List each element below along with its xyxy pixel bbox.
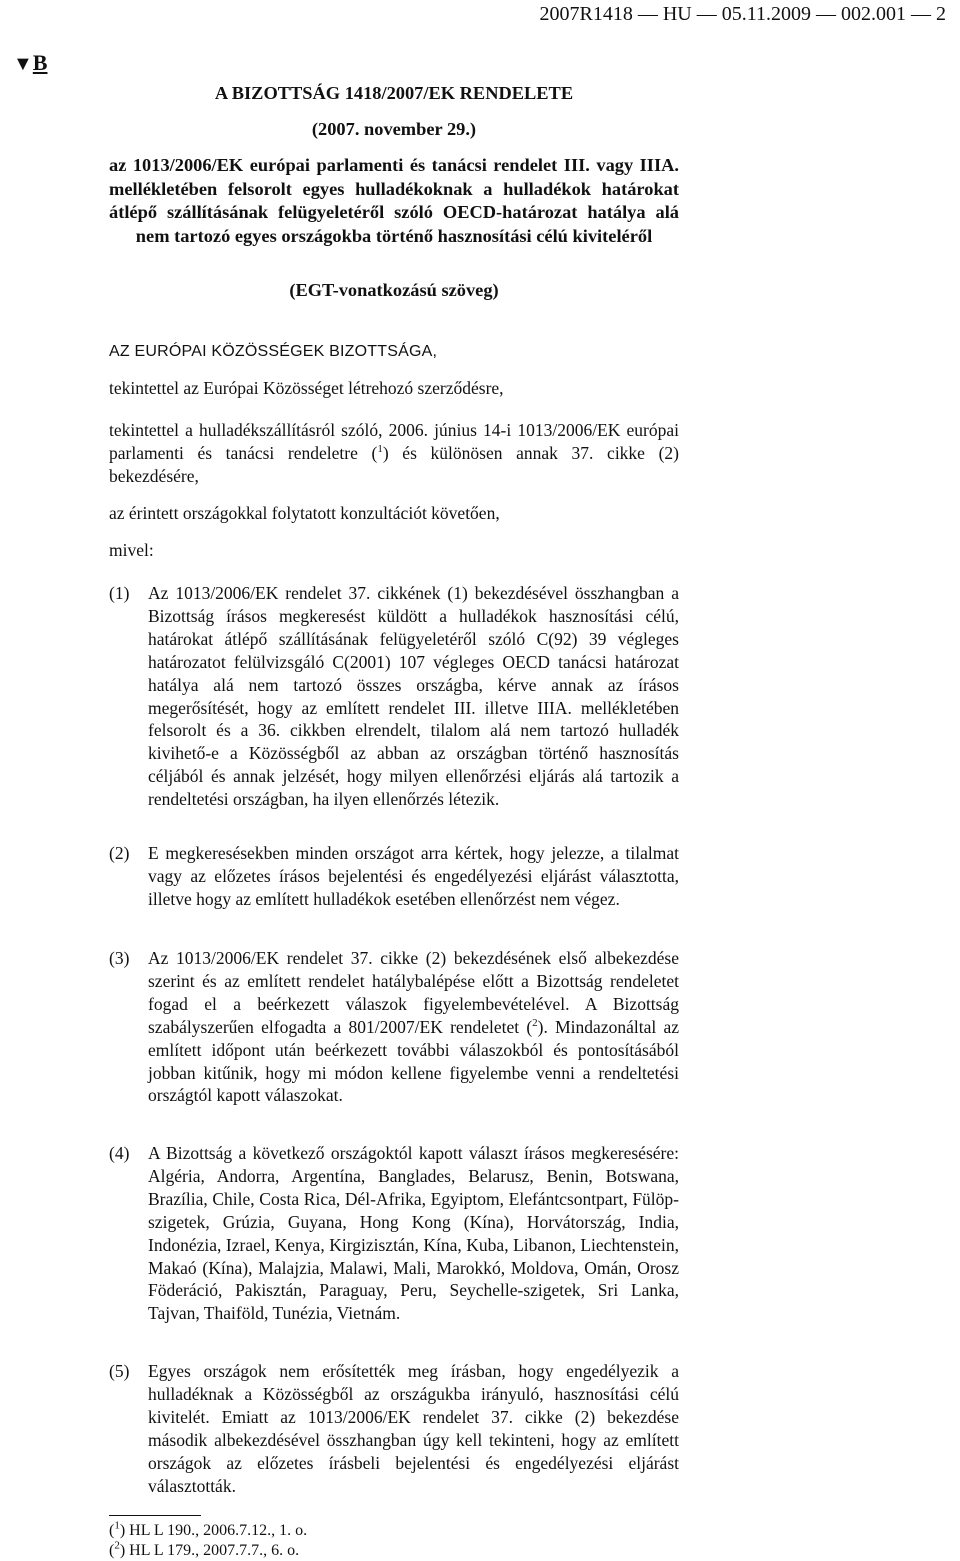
citation-regulation <box>109 419 679 488</box>
recital-text-part: Az 1013/2006/EK rendelet 37. cikke (2) bekezdésének első albekezdése szerint és az említett rendelet hatálybalépése előtt a Bizottság rendeletet fogad el a beérkezett válaszok figyelembevételével. A Bizottság szabályszerűen elfogadta a 801/2007/EK rendeletet ( <box>148 948 679 1037</box>
marker-letter: B <box>32 50 48 75</box>
footnote-1 <box>109 1521 307 1541</box>
recital-text-part: ). Mindazonáltal az említett időpont után beérkezett további válaszokból és pontosításából jobban kitűnik, hogy mi módon kellene figyelembe venni a rendeltetési országtól kapott válaszokat. <box>148 1016 679 1106</box>
footnote-paren: ) <box>119 1542 126 1559</box>
document-title: A BIZOTTSÁG 1418/2007/EK RENDELETE <box>214 83 574 103</box>
document-subject: az 1013/2006/EK európai parlamenti és tanácsi rendelet III. vagy IIIA. mellékletében felsorolt egyes hulladékoknak a hulladékok határokat átlépő szállításának felügyeletéről szóló OECD-határozat hatálya alá nem tartozó egyes országokba történő hasznosítási célú kiviteléről <box>109 155 679 246</box>
footnote-number: 1 <box>114 1519 120 1532</box>
citation-treaty: tekintettel az Európai Közösséget létrehozó szerződésre, <box>109 378 504 398</box>
whereas-label: mivel: <box>109 540 154 560</box>
footnote-paren: ( <box>109 1522 115 1539</box>
footnote-ref-2: 2 <box>532 1016 538 1029</box>
footnote-paren: ( <box>109 1542 115 1559</box>
footnote-ref-1: 1 <box>377 443 383 456</box>
recital-text: E megkeresésekben minden országot arra kértek, hogy jelezze, a tilalmat vagy az előzetes írásos bejelentési és engedélyezési eljárást választotta, illetve hogy az említett hulladékok esetében ellenőrzést nem végez. <box>148 843 679 909</box>
document-date: (2007. november 29.) <box>311 119 477 139</box>
recital-number: (2) <box>109 843 130 863</box>
recital-text: Egyes országok nem erősítették meg írásban, hogy engedélyezik a hulladéknak a Közösségből az országukba irányuló, hasznosítási célú kivitelét. Emiatt az 1013/2006/EK rendelet 37. cikke (2) bekezdése második albekezdésével összhangban úgy kell tekinteni, hogy az említett országok az előzetes írásbeli bejelentési és engedélyezési eljárást választották. <box>148 1361 679 1496</box>
recital-number: (5) <box>109 1361 130 1381</box>
footnote-number: 2 <box>114 1539 120 1552</box>
recital-number: (1) <box>109 583 130 603</box>
footnote-text: HL L 179., 2007.7.7., 6. o. <box>129 1542 300 1559</box>
amendment-marker <box>13 50 47 77</box>
footnote-2 <box>109 1541 299 1561</box>
citation-regulation-text: tekintettel a hulladékszállításról szóló, 2006. június 14-i 1013/2006/EK európai parlamenti és tanácsi rendeletre ( <box>109 420 679 463</box>
footnote-divider <box>109 1515 201 1516</box>
recital-number: (4) <box>109 1143 130 1163</box>
running-header: 2007R1418 — HU — 05.11.2009 — 002.001 — 2 <box>539 3 946 25</box>
footnote-paren: ) <box>119 1522 126 1539</box>
citation-consultation: az érintett országokkal folytatott konzultációt követően, <box>109 503 500 523</box>
citation-regulation-text-end: ) és különösen annak 37. cikke (2) bekezdésére, <box>109 442 679 486</box>
recital-number: (3) <box>109 948 130 968</box>
recital-text: A Bizottság a következő országoktól kapott választ írásos megkeresésére: Algéria, Andorra, Argentína, Banglades, Belarusz, Benin, Botswana, Brazília, Chile, Costa Rica, Dél-Afrika, Egyiptom, Elefántcsontpart, Fülöp-szigetek, Grúzia, Guyana, Hong Kong (Kína), Horvátország, India, Indonézia, Izrael, Kenya, Kirgizisztán, Kína, Kuba, Libanon, Liechtenstein, Makaó (Kína), Malajzia, Malawi, Mali, Marokkó, Moldova, Omán, Orosz Föderáció, Pakisztán, Paraguay, Peru, Seychelle-szigetek, Sri Lanka, Tajvan, Thaiföld, Tunézia, Vietnám. <box>148 1143 679 1324</box>
institution-heading: AZ EURÓPAI KÖZÖSSÉGEK BIZOTTSÁGA, <box>109 343 438 360</box>
recital-text <box>148 947 679 1107</box>
footnote-text: HL L 190., 2006.7.12., 1. o. <box>129 1522 308 1539</box>
eea-relevance: (EGT-vonatkozású szöveg) <box>289 280 499 300</box>
triangle-down-icon: ▼ <box>13 53 33 75</box>
recital-text: Az 1013/2006/EK rendelet 37. cikkének (1) bekezdésével összhangban a Bizottság írásos megkeresést küldött a hulladékok hasznosítási célú, határokat átlépő szállításának felügyeletéről szóló C(92) 39 végleges határozatot felülvizsgáló C(2001) 107 végleges OECD tanácsi határozat hatálya alá nem tartozó összes országba, kérve annak az írásos megerősítését, hogy az említett rendelet III. illetve IIIA. mellékletében felsorolt és a 36. cikkben elrendelt, tilalom alá nem tartozó hulladék kivihető-e a Közösségből az abban az országban történő hasznosítás céljából és annak jelzését, hogy milyen ellenőrzési eljárás alá tartozik a rendeltetési országban, ha ilyen ellenőrzés létezik. <box>148 583 679 810</box>
